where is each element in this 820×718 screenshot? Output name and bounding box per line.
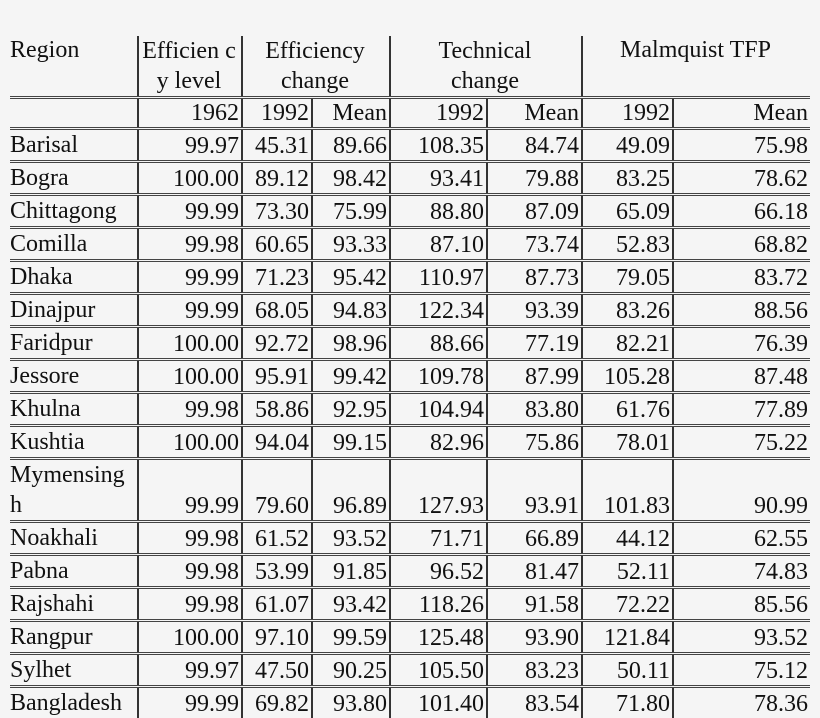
value-cell: 99.59 <box>312 621 390 654</box>
value-cell: 108.35 <box>390 129 487 162</box>
value-cell: 52.11 <box>582 555 673 588</box>
value-cell: 90.25 <box>312 654 390 687</box>
value-cell: 101.83 <box>582 459 673 522</box>
value-cell: 73.30 <box>242 195 312 228</box>
value-cell: 125.48 <box>390 621 487 654</box>
value-cell: 61.07 <box>242 588 312 621</box>
table-row <box>10 228 810 261</box>
value-cell: 97.10 <box>242 621 312 654</box>
table-row <box>10 426 810 459</box>
value-cell: 101.40 <box>390 687 487 718</box>
value-cell: 99.15 <box>312 426 390 459</box>
value-cell: 93.80 <box>312 687 390 718</box>
value-cell: 88.80 <box>390 195 487 228</box>
value-cell: 82.96 <box>390 426 487 459</box>
value-cell: 99.98 <box>138 588 242 621</box>
table-row <box>10 162 810 195</box>
region-cell: Kushtia <box>10 426 138 459</box>
value-cell: 118.26 <box>390 588 487 621</box>
value-cell: 95.91 <box>242 360 312 393</box>
table-row <box>10 360 810 393</box>
subheader-row <box>10 98 810 129</box>
header-group-row <box>10 36 810 98</box>
header-efficiency-change: Efficiency change <box>242 36 390 98</box>
value-cell: 94.83 <box>312 294 390 327</box>
table-row <box>10 555 810 588</box>
value-cell: 83.80 <box>487 393 582 426</box>
value-cell: 91.58 <box>487 588 582 621</box>
value-cell: 88.66 <box>390 327 487 360</box>
value-cell: 93.52 <box>312 522 390 555</box>
value-cell: 68.05 <box>242 294 312 327</box>
value-cell: 87.48 <box>673 360 810 393</box>
value-cell: 71.80 <box>582 687 673 718</box>
region-cell: Barisal <box>10 129 138 162</box>
data-table-container <box>10 36 810 718</box>
value-cell: 47.50 <box>242 654 312 687</box>
value-cell: 93.33 <box>312 228 390 261</box>
value-cell: 100.00 <box>138 360 242 393</box>
value-cell: 89.66 <box>312 129 390 162</box>
value-cell: 77.89 <box>673 393 810 426</box>
value-cell: 85.56 <box>673 588 810 621</box>
value-cell: 66.89 <box>487 522 582 555</box>
value-cell: 87.73 <box>487 261 582 294</box>
table-row <box>10 327 810 360</box>
value-cell: 78.62 <box>673 162 810 195</box>
table-row <box>10 459 810 522</box>
value-cell: 50.11 <box>582 654 673 687</box>
region-cell: Rajshahi <box>10 588 138 621</box>
subheader-cell: Mean <box>312 98 390 129</box>
value-cell: 75.12 <box>673 654 810 687</box>
value-cell: 98.96 <box>312 327 390 360</box>
table-row <box>10 261 810 294</box>
value-cell: 75.99 <box>312 195 390 228</box>
subheader-cell: 1992 <box>242 98 312 129</box>
table-row <box>10 522 810 555</box>
value-cell: 79.05 <box>582 261 673 294</box>
value-cell: 93.41 <box>390 162 487 195</box>
region-cell: Bogra <box>10 162 138 195</box>
value-cell: 87.10 <box>390 228 487 261</box>
value-cell: 49.09 <box>582 129 673 162</box>
subheader-cell: 1992 <box>390 98 487 129</box>
value-cell: 78.01 <box>582 426 673 459</box>
table-row <box>10 129 810 162</box>
value-cell: 61.76 <box>582 393 673 426</box>
value-cell: 93.91 <box>487 459 582 522</box>
region-cell: Chittagong <box>10 195 138 228</box>
value-cell: 99.98 <box>138 522 242 555</box>
value-cell: 95.42 <box>312 261 390 294</box>
value-cell: 99.97 <box>138 654 242 687</box>
value-cell: 75.22 <box>673 426 810 459</box>
value-cell: 96.52 <box>390 555 487 588</box>
value-cell: 79.60 <box>242 459 312 522</box>
value-cell: 52.83 <box>582 228 673 261</box>
value-cell: 93.39 <box>487 294 582 327</box>
table-row <box>10 294 810 327</box>
value-cell: 83.26 <box>582 294 673 327</box>
header-malmquist-tfp: Malmquist TFP <box>582 36 810 98</box>
region-cell: Dinajpur <box>10 294 138 327</box>
value-cell: 92.72 <box>242 327 312 360</box>
value-cell: 75.98 <box>673 129 810 162</box>
region-cell: Comilla <box>10 228 138 261</box>
subheader-cell: 1992 <box>582 98 673 129</box>
region-cell: Faridpur <box>10 327 138 360</box>
value-cell: 127.93 <box>390 459 487 522</box>
value-cell: 81.47 <box>487 555 582 588</box>
value-cell: 100.00 <box>138 162 242 195</box>
value-cell: 91.85 <box>312 555 390 588</box>
value-cell: 99.98 <box>138 555 242 588</box>
value-cell: 99.42 <box>312 360 390 393</box>
value-cell: 99.98 <box>138 393 242 426</box>
value-cell: 45.31 <box>242 129 312 162</box>
value-cell: 83.54 <box>487 687 582 718</box>
value-cell: 60.65 <box>242 228 312 261</box>
value-cell: 78.36 <box>673 687 810 718</box>
subheader-cell: 1962 <box>138 98 242 129</box>
value-cell: 110.97 <box>390 261 487 294</box>
value-cell: 99.99 <box>138 687 242 718</box>
value-cell: 58.86 <box>242 393 312 426</box>
value-cell: 68.82 <box>673 228 810 261</box>
value-cell: 83.25 <box>582 162 673 195</box>
value-cell: 77.19 <box>487 327 582 360</box>
region-cell: Rangpur <box>10 621 138 654</box>
value-cell: 94.04 <box>242 426 312 459</box>
value-cell: 99.98 <box>138 228 242 261</box>
table-row <box>10 195 810 228</box>
value-cell: 99.99 <box>138 294 242 327</box>
header-efficiency-level: Efficien cy level <box>138 36 242 98</box>
region-cell: Dhaka <box>10 261 138 294</box>
value-cell: 99.97 <box>138 129 242 162</box>
value-cell: 53.99 <box>242 555 312 588</box>
table-row <box>10 654 810 687</box>
table-row <box>10 588 810 621</box>
value-cell: 122.34 <box>390 294 487 327</box>
table-row <box>10 621 810 654</box>
value-cell: 96.89 <box>312 459 390 522</box>
value-cell: 71.23 <box>242 261 312 294</box>
value-cell: 93.52 <box>673 621 810 654</box>
value-cell: 69.82 <box>242 687 312 718</box>
value-cell: 83.72 <box>673 261 810 294</box>
value-cell: 88.56 <box>673 294 810 327</box>
value-cell: 83.23 <box>487 654 582 687</box>
table-row <box>10 393 810 426</box>
region-cell: Jessore <box>10 360 138 393</box>
value-cell: 98.42 <box>312 162 390 195</box>
value-cell: 61.52 <box>242 522 312 555</box>
value-cell: 65.09 <box>582 195 673 228</box>
value-cell: 99.99 <box>138 195 242 228</box>
value-cell: 99.99 <box>138 261 242 294</box>
value-cell: 72.22 <box>582 588 673 621</box>
region-cell: Pabna <box>10 555 138 588</box>
value-cell: 93.42 <box>312 588 390 621</box>
value-cell: 104.94 <box>390 393 487 426</box>
value-cell: 109.78 <box>390 360 487 393</box>
region-cell: Mymensingh <box>10 459 138 522</box>
value-cell: 100.00 <box>138 426 242 459</box>
region-cell: Noakhali <box>10 522 138 555</box>
value-cell: 87.99 <box>487 360 582 393</box>
value-cell: 90.99 <box>673 459 810 522</box>
value-cell: 74.83 <box>673 555 810 588</box>
header-technical-change: Technical change <box>390 36 582 98</box>
value-cell: 75.86 <box>487 426 582 459</box>
value-cell: 93.90 <box>487 621 582 654</box>
value-cell: 100.00 <box>138 327 242 360</box>
region-cell: Khulna <box>10 393 138 426</box>
subheader-cell <box>10 98 138 129</box>
value-cell: 79.88 <box>487 162 582 195</box>
value-cell: 82.21 <box>582 327 673 360</box>
value-cell: 66.18 <box>673 195 810 228</box>
value-cell: 71.71 <box>390 522 487 555</box>
value-cell: 73.74 <box>487 228 582 261</box>
value-cell: 92.95 <box>312 393 390 426</box>
value-cell: 100.00 <box>138 621 242 654</box>
value-cell: 105.28 <box>582 360 673 393</box>
value-cell: 87.09 <box>487 195 582 228</box>
value-cell: 44.12 <box>582 522 673 555</box>
value-cell: 105.50 <box>390 654 487 687</box>
value-cell: 89.12 <box>242 162 312 195</box>
region-cell: Bangladesh <box>10 687 138 718</box>
value-cell: 84.74 <box>487 129 582 162</box>
subheader-cell: Mean <box>673 98 810 129</box>
value-cell: 62.55 <box>673 522 810 555</box>
productivity-table <box>10 36 810 718</box>
subheader-cell: Mean <box>487 98 582 129</box>
table-body <box>10 129 810 718</box>
region-cell: Sylhet <box>10 654 138 687</box>
table-row <box>10 687 810 718</box>
value-cell: 121.84 <box>582 621 673 654</box>
value-cell: 99.99 <box>138 459 242 522</box>
header-region: Region <box>10 36 138 98</box>
value-cell: 76.39 <box>673 327 810 360</box>
